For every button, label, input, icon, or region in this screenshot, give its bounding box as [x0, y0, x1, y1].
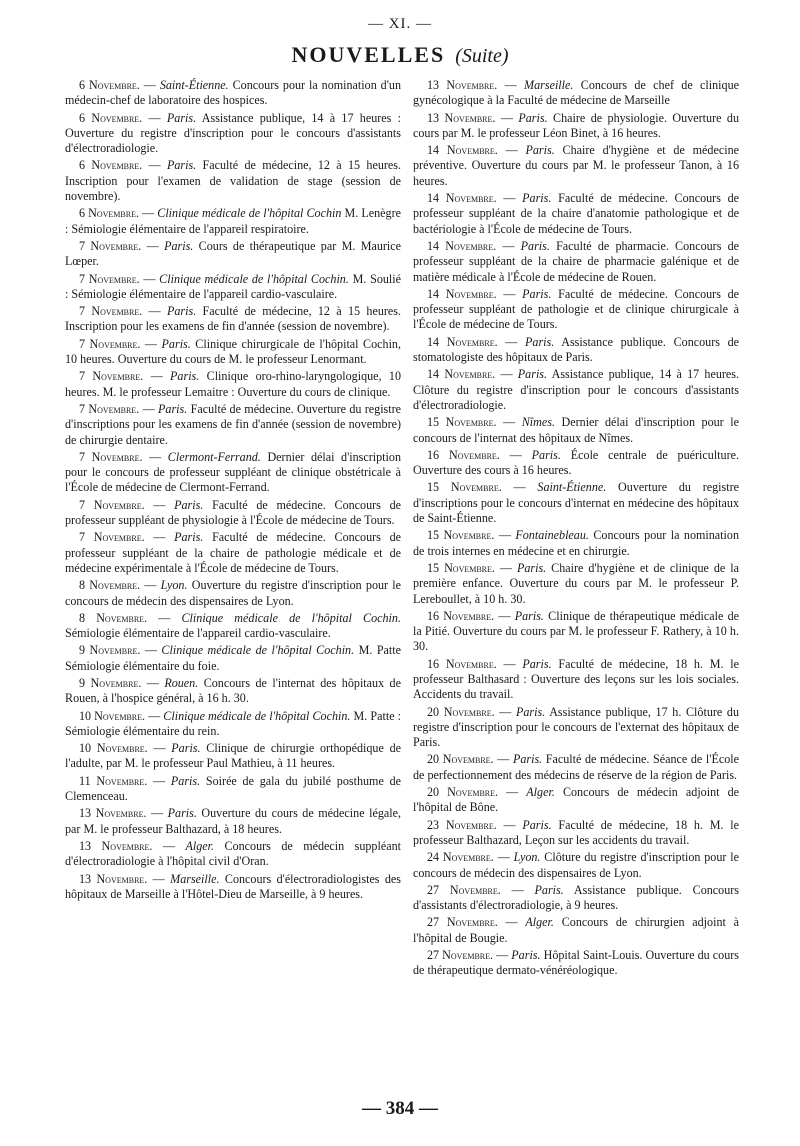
- entry-text: Concours de médecin suppléant d'électroradiologie à l'hôpital civil d'Oran.: [65, 838, 401, 869]
- entry-text: École centrale de puériculture. Ouverture des cours à 16 heures.: [413, 447, 740, 478]
- entry-text: Faculté de médecine, 18 h. M. le professeur Balthazard, Leçon sur les accidents du travail.: [413, 817, 739, 847]
- entry-text: Faculté de pharmacie. Concours de professeur suppléant de la chaire de pharmacie galénique et de matière médicale à l'École de médecine de Rouen.: [413, 238, 739, 284]
- entry-place: Paris.: [514, 608, 544, 623]
- entry-text: Ouverture du registre d'inscription pour le concours de médecin des dispensaires de Lyon.: [65, 578, 402, 608]
- entry-text: Clinique de chirurgie orthopédique de l'adulte, par M. le professeur Paul Mathieu, à 11 heures.: [65, 741, 401, 771]
- entry-date: 8 Novembre. —: [79, 610, 171, 625]
- news-entry: [65, 839, 401, 870]
- entry-text: Dernier délai d'inscription pour le concours de l'internat des hôpitaux de Nîmes.: [413, 415, 739, 445]
- entry-text: Assistance publique, 14 à 17 heures : Ouverture du registre d'inscription pour le concours d'assistants d'électroradiologie.: [65, 110, 402, 156]
- entry-text: Assistance publique. Concours d'assistants d'électroradiologie, à 9 heures.: [413, 882, 739, 913]
- entry-text: Concours de l'internat des hôpitaux de Rouen, à l'hospice général, à 16 h. 30.: [65, 675, 401, 706]
- entry-date: 16 Novembre. —: [427, 656, 516, 671]
- entry-date: 14 Novembre. —: [427, 191, 516, 206]
- entry-date: 14 Novembre. —: [427, 367, 513, 382]
- news-entry: [413, 948, 739, 979]
- entry-place: Paris.: [522, 286, 552, 301]
- news-entry: [413, 239, 739, 285]
- entry-place: Paris.: [158, 401, 188, 416]
- news-entry: [413, 915, 739, 946]
- entry-place: Paris.: [512, 752, 543, 767]
- entry-place: Paris.: [525, 143, 555, 158]
- entry-place: Paris.: [517, 367, 548, 382]
- entry-text: Ouverture du registre d'inscriptions pour le concours d'internat en médecine des hôpitaux de Saint-Étienne.: [413, 480, 739, 526]
- entry-date: 6 Novembre. —: [79, 206, 155, 221]
- entry-date: 7 Novembre. —: [79, 497, 166, 512]
- news-entry: [413, 111, 739, 142]
- news-entry: [413, 850, 739, 881]
- entry-date: 20 Novembre. —: [427, 704, 512, 719]
- entry-place: Clinique médicale de l'hôpital Cochin.: [161, 643, 355, 658]
- entry-place: Lyon.: [160, 578, 188, 593]
- news-entry: [413, 883, 739, 914]
- news-entry: [65, 498, 401, 529]
- entry-place: Paris.: [170, 369, 200, 384]
- news-entry: [65, 158, 401, 204]
- news-entry: [65, 578, 401, 609]
- entry-date: 7 Novembre. —: [79, 401, 155, 416]
- entry-date: 14 Novembre. —: [427, 286, 516, 301]
- news-entry: [65, 272, 401, 303]
- entry-place: Alger.: [526, 785, 555, 800]
- entry-place: Paris.: [171, 741, 201, 756]
- entry-date: 7 Novembre. —: [79, 369, 163, 384]
- entry-place: Clermont-Ferrand.: [167, 449, 261, 464]
- entry-date: 13 Novembre. —: [79, 806, 164, 821]
- right-column: [413, 78, 739, 981]
- page-title: [0, 42, 800, 68]
- entry-text: M. Soulié : Sémiologie élémentaire de l'appareil cardio-vasculaire.: [65, 271, 402, 301]
- news-entry: [413, 448, 739, 479]
- news-entry: [65, 709, 401, 740]
- entry-date: 9 Novembre. —: [79, 675, 159, 690]
- entry-date: 6 Novembre. —: [79, 158, 161, 173]
- entry-text: Clôture du registre d'inscription pour le concours de médecin des dispensaires de Lyon.: [413, 850, 739, 880]
- entry-date: 8 Novembre. —: [79, 578, 157, 593]
- news-entry: [413, 415, 739, 446]
- entry-place: Paris.: [167, 806, 197, 821]
- entry-date: 14 Novembre. —: [427, 334, 518, 349]
- news-entry: [65, 774, 401, 805]
- entry-text: Faculté de médecine, 12 à 15 heures. Inscription pour les examens de fin d'année (session de novembre).: [65, 304, 401, 334]
- entry-place: Clinique médicale de l'hôpital Cochin.: [163, 708, 351, 723]
- entry-date: 27 Novembre. —: [427, 882, 524, 897]
- news-entry: [65, 450, 401, 496]
- entry-text: Concours de chef de clinique gynécologique à la Faculté de médecine de Marseille: [413, 78, 739, 108]
- entry-date: 14 Novembre. —: [427, 238, 515, 253]
- entry-text: Assistance publique. Concours de stomatologiste des hôpitaux de Paris.: [413, 334, 740, 365]
- news-entry: [65, 643, 401, 674]
- news-entry: [65, 611, 401, 642]
- entry-date: 13 Novembre. —: [79, 871, 165, 886]
- entry-text: Faculté de médecine. Ouverture du registre d'inscriptions pour les examens de fin d'année (session de novembre) de chirurgie dentaire.: [65, 401, 402, 447]
- news-entry: [413, 143, 739, 189]
- entry-place: Paris.: [525, 334, 555, 349]
- page-roman-numeral: — XI. —: [367, 16, 433, 32]
- entry-text: Concours de chirurgien adjoint à l'hôpital de Bougie.: [413, 915, 739, 945]
- entry-date: 6 Novembre. —: [79, 110, 161, 125]
- entry-date: 20 Novembre. —: [427, 752, 510, 767]
- entry-text: Faculté de médecine. Séance de l'École de perfectionnement des médecins de réserve de la région de Paris.: [413, 752, 739, 782]
- entry-text: M. Lenègre : Sémiologie élémentaire de l'appareil respiratoire.: [65, 206, 401, 236]
- entry-place: Paris.: [520, 238, 550, 253]
- entry-text: Faculté de médecine, 12 à 15 heures. Inscription pour l'examen de validation de stage (session de novembre).: [65, 158, 401, 204]
- entry-place: Paris.: [511, 948, 541, 963]
- entry-place: Paris.: [170, 773, 201, 788]
- entry-place: Paris.: [515, 704, 546, 719]
- entry-text: Faculté de médecine. Concours de professeur suppléant de la chaire de pathologie médicale et de médecine expérimentale à l'École de médecine de Tours.: [65, 530, 401, 575]
- entry-place: Paris.: [164, 238, 194, 253]
- entry-place: Paris.: [161, 336, 191, 351]
- entry-date: 7 Novembre. —: [79, 238, 159, 253]
- title-suite: (Suite): [455, 45, 509, 67]
- entry-place: Marseille.: [170, 871, 220, 886]
- news-entry: [413, 609, 739, 655]
- entry-text: Concours d'électroradiologistes des hôpitaux de Marseille à l'Hôtel-Dieu de Marseille, à 9 heures.: [65, 871, 401, 901]
- entry-date: 14 Novembre. —: [427, 143, 518, 158]
- entry-place: Paris.: [166, 304, 197, 319]
- news-entry: [413, 191, 739, 237]
- entry-date: 15 Novembre. —: [427, 528, 511, 543]
- news-entry: [65, 872, 401, 903]
- news-entry: [413, 657, 739, 703]
- entry-date: 7 Novembre. —: [79, 304, 161, 319]
- news-entry: [413, 287, 739, 333]
- news-entry: [65, 369, 401, 400]
- entry-text: Ouverture du cours de médecine légale, par M. le professeur Balthazard, à 18 heures.: [65, 806, 401, 836]
- entry-text: Assistance publique, 17 h. Clôture du registre d'inscription pour le concours de l'externat des hôpitaux de Paris.: [413, 704, 739, 750]
- entry-date: 7 Novembre. —: [79, 449, 162, 464]
- news-entry: [65, 78, 401, 109]
- news-entry: [413, 785, 739, 816]
- entry-text: Faculté de médecine. Concours de professeur suppléant de la chaire d'anatomie pathologique et de bactériologie à l'École de médecine de Tours.: [413, 191, 740, 236]
- entry-date: 23 Novembre. —: [427, 817, 516, 832]
- entry-place: Paris.: [522, 817, 552, 832]
- page-folio: — 384 —: [362, 1098, 438, 1119]
- entry-text: Sémiologie élémentaire de l'appareil cardio-vasculaire.: [65, 626, 331, 641]
- news-entry: [65, 304, 401, 335]
- entry-place: Paris.: [516, 560, 547, 575]
- entry-text: Faculté de médecine. Concours de professeur suppléant de physiologie à l'École de médecine de Tours.: [65, 497, 401, 528]
- news-entry: [413, 528, 739, 559]
- entry-date: 15 Novembre. —: [427, 560, 512, 575]
- entry-place: Lyon.: [513, 850, 541, 865]
- entry-text: Assistance publique, 14 à 17 heures. Clôture du registre d'inscription pour le concours d'assistants d'électroradiologie.: [413, 367, 740, 412]
- entry-text: Concours pour la nomination de trois internes en médecine et en chirurgie.: [413, 528, 739, 558]
- entry-text: Chaire de physiologie. Ouverture du cours par M. le professeur Léon Binet, à 16 heures.: [413, 110, 739, 140]
- entry-date: 16 Novembre. —: [427, 447, 522, 462]
- entry-date: 6 Novembre. —: [79, 78, 156, 92]
- entry-date: 27 Novembre. —: [427, 915, 518, 930]
- news-entry: [65, 206, 401, 237]
- entry-place: Clinique médicale de l'hôpital Cochin.: [181, 610, 401, 625]
- entry-text: Concours pour la nomination d'un médecin-chef de laboratoire des hospices.: [65, 78, 401, 108]
- entry-place: Paris.: [166, 158, 197, 173]
- news-entry: [413, 78, 739, 109]
- entry-text: M. Patte Sémiologie élémentaire du foie.: [65, 643, 402, 673]
- news-entry: [65, 239, 401, 270]
- news-entry: [65, 402, 401, 448]
- entry-place: Alger.: [525, 915, 554, 930]
- entry-place: Paris.: [174, 497, 204, 512]
- entry-place: Nîmes.: [521, 415, 555, 430]
- entry-text: Faculté de médecine. Concours de professeur suppléant de pathologie et de clinique chirurgicale à l'École de médecine de Tours.: [413, 286, 740, 332]
- entry-place: Paris.: [534, 882, 564, 897]
- entry-date: 7 Novembre. —: [79, 336, 158, 351]
- entry-place: Saint-Étienne.: [537, 480, 607, 495]
- entry-text: M. Patte : Sémiologie élémentaire du rein.: [65, 708, 401, 738]
- entry-date: 10 Novembre. —: [79, 708, 161, 723]
- news-entry: [65, 337, 401, 368]
- entry-place: Paris.: [174, 530, 204, 545]
- news-entry: [413, 367, 739, 413]
- entry-text: Dernier délai d'inscription pour le concours de professeur suppléant de clinique obstétricale à l'École de médecine de Clermont-Ferrand.: [65, 449, 401, 495]
- entry-text: Chaire d'hygiène et de clinique de la première enfance. Ouverture du cours par M. le professeur P. Lereboullet, à 10 h. 30.: [413, 560, 739, 606]
- entry-date: 15 Novembre. —: [427, 415, 516, 430]
- news-entry: [413, 752, 739, 783]
- news-entry: [65, 806, 401, 837]
- entry-text: Chaire d'hygiène et de médecine préventive. Ouverture du cours par M. le professeur Tanon, à 16 heures.: [413, 143, 739, 188]
- entry-text: Soirée de gala du jubilé posthume de Clemenceau.: [65, 773, 401, 804]
- entry-place: Paris.: [531, 447, 561, 462]
- news-entry: [65, 741, 401, 772]
- entry-text: Hôpital Saint-Louis. Ouverture du cours de thérapeutique dermato-vénéréologique.: [413, 948, 739, 978]
- entry-place: Alger.: [185, 838, 215, 853]
- entry-text: Concours de médecin adjoint de l'hôpital de Bône.: [413, 785, 739, 815]
- entry-date: 13 Novembre. —: [427, 78, 517, 92]
- entry-place: Saint-Étienne.: [159, 78, 229, 92]
- entry-date: 13 Novembre. —: [427, 110, 513, 125]
- entry-date: 13 Novembre. —: [79, 838, 175, 853]
- news-entry: [413, 561, 739, 607]
- entry-date: 7 Novembre. —: [79, 271, 156, 286]
- entry-text: Clinique oro-rhino-laryngologique, 10 heures. M. le professeur Lemaitre : Ouverture du cours de clinique.: [65, 369, 401, 399]
- news-entry: [413, 818, 739, 849]
- entry-text: Clinique chirurgicale de l'hôpital Cochin, 10 heures. Ouverture du cours de M. le professeur Lenormant.: [65, 336, 402, 367]
- news-entry: [413, 480, 739, 526]
- entry-text: Faculté de médecine, 18 h. M. le professeur Balthasard : Ouverture des leçons sur les lois sociales. Accidents du travail.: [413, 656, 739, 702]
- entry-place: Paris.: [522, 191, 552, 206]
- entry-date: 7 Novembre. —: [79, 530, 166, 545]
- title-main: NOUVELLES: [291, 42, 446, 67]
- entry-place: Marseille.: [524, 78, 574, 92]
- entry-date: 15 Novembre. —: [427, 480, 526, 495]
- entry-date: 27 Novembre. —: [427, 948, 509, 963]
- entry-date: 10 Novembre. —: [79, 741, 166, 756]
- entry-text: Clinique de thérapeutique médicale de la Pitié. Ouverture du cours par M. le professeur F. Rathery, à 10 h. 30.: [413, 608, 739, 654]
- entry-place: Paris.: [166, 110, 197, 125]
- entry-place: Rouen.: [164, 675, 199, 690]
- news-entry: [65, 676, 401, 707]
- entry-place: Fontainebleau.: [515, 528, 589, 543]
- left-column: [65, 78, 401, 904]
- news-entry: [65, 530, 401, 576]
- entry-date: 9 Novembre. —: [79, 643, 157, 658]
- entry-date: 24 Novembre. —: [427, 850, 510, 865]
- entry-place: Paris.: [522, 656, 552, 671]
- news-entry: [65, 111, 401, 157]
- entry-date: 20 Novembre. —: [427, 785, 519, 800]
- news-entry: [413, 335, 739, 366]
- entry-place: Clinique médicale de l'hôpital Cochin.: [159, 271, 349, 286]
- news-entry: [413, 705, 739, 751]
- entry-text: Cours de thérapeutique par M. Maurice Lœper.: [65, 238, 402, 269]
- entry-date: 16 Novembre. —: [427, 608, 511, 623]
- entry-place: Clinique médicale de l'hôpital Cochin: [157, 206, 342, 221]
- entry-date: 11 Novembre. —: [79, 773, 166, 788]
- entry-place: Paris.: [518, 110, 548, 125]
